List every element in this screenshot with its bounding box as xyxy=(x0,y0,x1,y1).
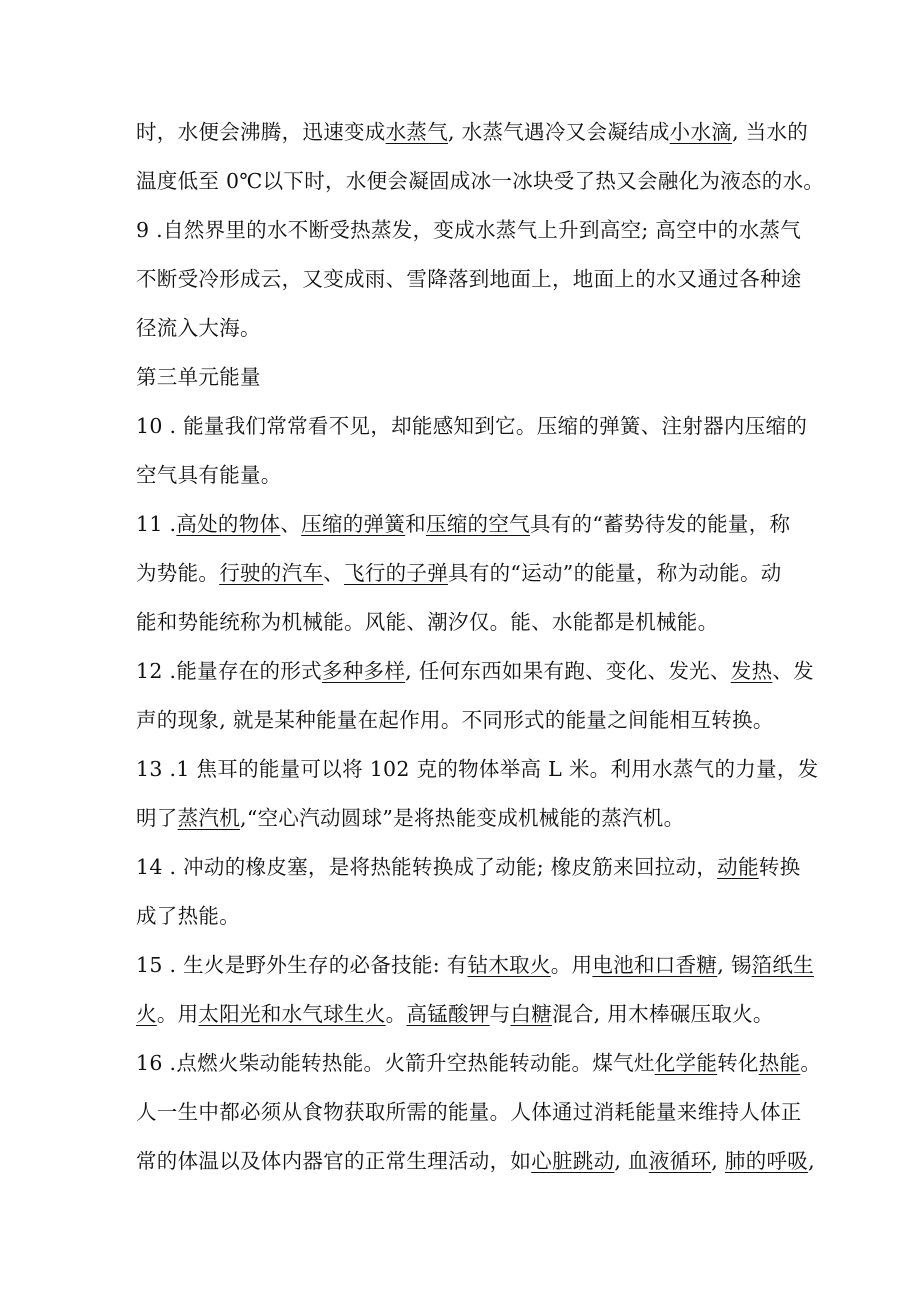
underlined-term: 化学能 xyxy=(654,1051,718,1075)
text-run: 、发 xyxy=(772,659,814,683)
underlined-term: 高处的物体 xyxy=(176,512,281,536)
text-run: 。用 xyxy=(550,953,593,977)
text-run: , 任何东西如果有跑、变化、发光、 xyxy=(405,659,731,683)
underlined-term: 火 xyxy=(136,1002,157,1026)
text-run: 10 . 能量我们常常看不见，却能感知到它。压缩的弹簧、注射器内压缩的 xyxy=(136,414,808,438)
text-line xyxy=(136,705,796,735)
text-run: 常的体温以及体内器官的正常生理活动，如 xyxy=(136,1149,532,1173)
text-run: 9 .自然界里的水不断受热蒸发，变成水蒸气上升到高空; 高空中的水蒸气 xyxy=(136,218,801,242)
text-line xyxy=(136,1048,822,1078)
text-line xyxy=(136,166,825,196)
text-run: 温度低至 0℃以下时，水便会凝固成冰一冰块受了热又会融化为液态的水。 xyxy=(136,169,825,193)
text-line xyxy=(136,362,796,392)
underlined-term: 多种多样 xyxy=(321,659,406,683)
text-run: 14 . 冲动的橡皮塞，是将热能转换成了动能; 橡皮筋来回拉动， xyxy=(136,855,718,879)
text-run: , 锡 xyxy=(717,953,752,977)
text-run: , 血 xyxy=(614,1149,649,1173)
text-run: 13 .1 焦耳的能量可以将 102 克的物体举高 L 米。利用水蒸气的力量，发 xyxy=(136,757,819,781)
underlined-term: 热能 xyxy=(758,1051,801,1075)
text-run: 11 . xyxy=(136,512,177,536)
underlined-term: 压缩的弹簧 xyxy=(301,512,406,536)
text-run: 16 .点燃火柴动能转热能。火箭升空热能转动能。煤气灶 xyxy=(136,1051,655,1075)
underlined-term: 心脏跳动 xyxy=(531,1149,615,1173)
underlined-term: 箔纸生 xyxy=(751,953,815,977)
text-run: 具有的“运动”的能量，称为动能。动 xyxy=(448,561,782,585)
text-run: 空气具有能量。 xyxy=(136,463,282,487)
text-run: 。用 xyxy=(156,1002,199,1026)
underlined-term: 肺的呼吸 xyxy=(724,1149,809,1173)
text-run: 、 xyxy=(323,561,345,585)
text-line xyxy=(136,852,801,882)
text-run: 。 xyxy=(385,1002,407,1026)
text-run: 与 xyxy=(489,1002,511,1026)
text-run: 混合, 用木棒碾压取火。 xyxy=(552,1002,774,1026)
text-run: , 当水的 xyxy=(732,120,809,144)
underlined-term: 钻木取火 xyxy=(467,953,551,977)
underlined-term: 太阳光和水气球生火 xyxy=(198,1002,386,1026)
text-run: 明了 xyxy=(136,806,178,830)
text-run: 12 .能量存在的形式 xyxy=(136,659,322,683)
text-line xyxy=(136,558,796,588)
text-run: 时，水便会沸腾，迅速变成 xyxy=(136,120,386,144)
text-line xyxy=(136,117,809,147)
underlined-term: 电池和口香糖 xyxy=(592,953,718,977)
underlined-term: 动能 xyxy=(717,855,759,879)
text-line xyxy=(136,1097,802,1127)
underlined-term: 液循环 xyxy=(648,1149,712,1173)
text-line xyxy=(136,754,819,784)
underlined-term: 高锰酸钾 xyxy=(406,1002,490,1026)
text-run: 转换 xyxy=(758,855,801,879)
text-run: 能和势能统称为机械能。风能、潮汐仅。能、水能都是机械能。 xyxy=(136,610,719,634)
text-line xyxy=(136,411,808,441)
text-run: ,“空心汽动圆球”是将热能变成机械能的蒸汽机。 xyxy=(240,806,685,830)
text-line xyxy=(136,901,796,931)
text-run: , 水蒸气遇冷又会凝结成 xyxy=(448,120,670,144)
text-line xyxy=(136,1146,815,1176)
text-line xyxy=(136,607,796,637)
text-run: 。 xyxy=(800,1051,822,1075)
text-line xyxy=(136,509,796,539)
text-line xyxy=(136,460,796,490)
text-line xyxy=(136,656,814,686)
underlined-term: 飞行的子弹 xyxy=(344,561,449,585)
text-line xyxy=(136,313,796,343)
text-run: 15 . 生火是野外生存的必备技能: 有 xyxy=(136,953,468,977)
underlined-term: 行驶的汽车 xyxy=(219,561,324,585)
text-run: 、 xyxy=(280,512,302,536)
text-run: 不断受冷形成云，又变成雨、雪降落到地面上，地面上的水又通过各种途 xyxy=(136,267,802,291)
underlined-term: 水蒸气 xyxy=(385,120,449,144)
text-run: , xyxy=(711,1149,725,1173)
text-run: 为势能。 xyxy=(136,561,220,585)
underlined-term: 压缩的空气 xyxy=(425,512,530,536)
underlined-term: 小水滴 xyxy=(669,120,733,144)
text-run: 径流入大海。 xyxy=(136,316,261,340)
text-run: 人一生中都必须从食物获取所需的能量。人体通过消耗能量来维持人体正 xyxy=(136,1100,802,1124)
text-run: 和 xyxy=(405,512,426,536)
underlined-term: 蒸汽机 xyxy=(177,806,241,830)
underlined-term: 发热 xyxy=(730,659,773,683)
text-run: 第三单元能量 xyxy=(136,365,261,389)
underlined-term: 白糖 xyxy=(510,1002,553,1026)
text-line xyxy=(136,264,802,294)
text-line xyxy=(136,999,796,1029)
text-run: 转化 xyxy=(717,1051,759,1075)
text-run: 声的现象, 就是某种能量在起作用。不同形式的能量之间能相互转换。 xyxy=(136,708,774,732)
text-line xyxy=(136,803,796,833)
text-run: 成了热能。 xyxy=(136,904,240,928)
text-run: , xyxy=(808,1149,815,1173)
text-line xyxy=(136,950,815,980)
text-run: 具有的“蓄势待发的能量，称 xyxy=(529,512,791,536)
text-line xyxy=(136,215,801,245)
